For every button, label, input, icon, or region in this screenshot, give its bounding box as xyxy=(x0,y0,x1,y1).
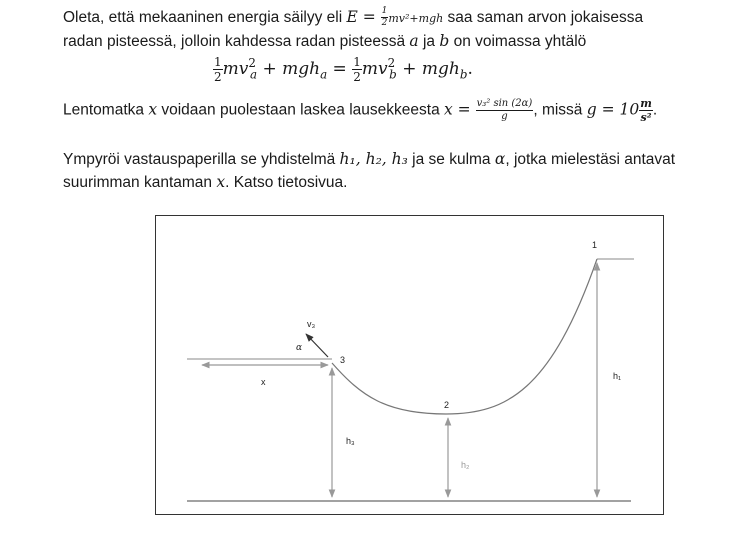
intro-line-2: radan pisteessä, jolloin kahdessa radan pisteessä a ja b on voimassa yhtälö xyxy=(63,32,587,50)
h3-label: h₃ xyxy=(346,436,355,446)
velocity-arrow xyxy=(306,334,328,357)
point-1-label: 1 xyxy=(592,240,598,250)
range-paragraph: Lentomatka x voidaan puolestaan laskea lausekkeesta x = $\frac{\text{v₃² sin (2α)}}{g}$ , missä g = 10 $\frac{m}{\text{s²}}$ . xyxy=(63,97,658,124)
energy-equation: $\frac{1}{2}$ $mv^2_a + mgh_a$ = $\frac{1}{2}$ $mv^2_b + mgh_b$. xyxy=(214,55,473,84)
symbol-E: E xyxy=(346,8,358,26)
v3-label: v₃ xyxy=(307,319,316,329)
range-fraction: $\frac{\text{v₃² sin (2α)}}{g}$ xyxy=(476,98,533,122)
h2-label: h₂ xyxy=(461,460,470,470)
h1-label: h₁ xyxy=(613,371,622,381)
point-3-label: 3 xyxy=(340,355,346,365)
unit-fraction: $\frac{m}{\text{s²}}$ xyxy=(640,97,652,124)
energy-expression: mv²+mgh xyxy=(388,12,444,25)
instruction-paragraph xyxy=(63,148,675,194)
track-diagram xyxy=(155,215,664,515)
intro-line-1: Oleta, että mekaaninen energia säilyy eli E = $\frac{1}{2}$ mv²+mgh saa saman arvon jokaisessa xyxy=(63,6,644,29)
track-curve xyxy=(332,259,597,414)
alpha-label: α xyxy=(296,343,303,353)
instruction-line-2: suurimman kantaman x. Katso tietosivua. xyxy=(63,173,348,191)
instruction-line-1: Ympyröi vastauspaperilla se yhdistelmä h₁, h₂, h₃ ja se kulma α, jotka mielestäsi antavat xyxy=(63,150,676,168)
fraction-half: $\frac{1}{2}$ xyxy=(381,6,388,29)
intro-paragraph xyxy=(63,6,643,53)
point-2-label: 2 xyxy=(444,400,450,410)
x-label: x xyxy=(261,377,266,387)
track-svg xyxy=(156,216,665,516)
